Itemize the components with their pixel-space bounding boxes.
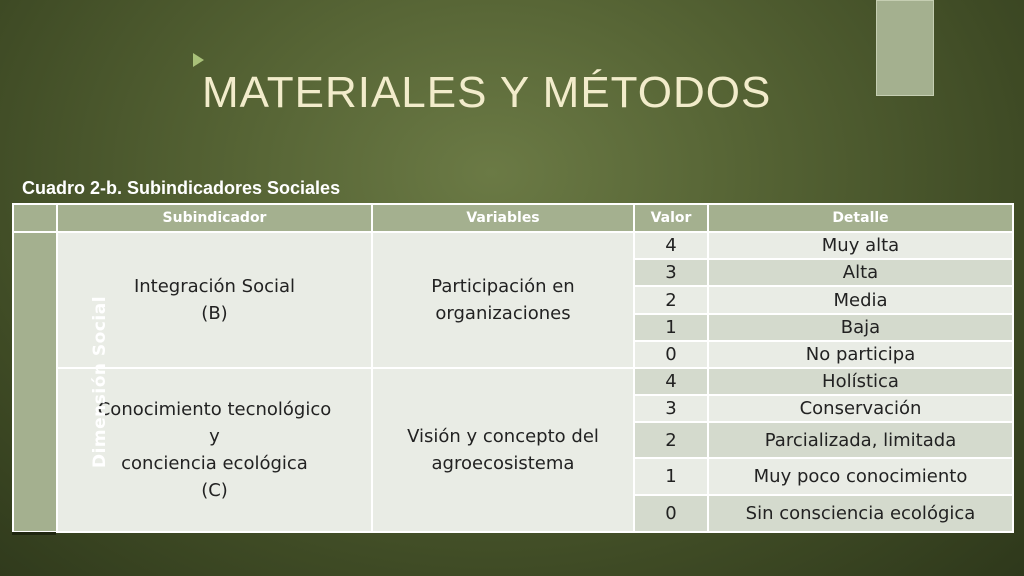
subindicators-table xyxy=(12,203,1014,533)
detail-cell: Baja xyxy=(708,314,1013,341)
value-cell: 4 xyxy=(634,368,708,395)
variable-cell: Visión y concepto del agroecosistema xyxy=(372,368,634,532)
dimension-side-label xyxy=(13,232,111,532)
detail-cell: Sin consciencia ecológica xyxy=(708,495,1013,532)
value-cell: 1 xyxy=(634,458,708,494)
value-cell: 3 xyxy=(634,395,708,422)
detail-cell: Muy alta xyxy=(708,232,1013,259)
header-corner xyxy=(13,204,57,232)
dimension-label: Dimensión Social xyxy=(90,296,111,469)
subindicator-cell: Conocimiento tecnológico y conciencia ecológica (C) xyxy=(57,368,372,532)
detail-cell: Holística xyxy=(708,368,1013,395)
value-cell: 2 xyxy=(634,286,708,313)
table-row xyxy=(13,368,1013,395)
decorative-bar xyxy=(876,0,934,96)
detail-cell: Alta xyxy=(708,259,1013,286)
detail-cell: Muy poco conocimiento xyxy=(708,458,1013,494)
detail-cell: Parcializada, limitada xyxy=(708,422,1013,458)
table-caption: Cuadro 2-b. Subindicadores Sociales xyxy=(22,178,341,198)
value-cell: 1 xyxy=(634,314,708,341)
header-variables: Variables xyxy=(372,204,634,232)
value-cell: 0 xyxy=(634,341,708,368)
detail-cell: No participa xyxy=(708,341,1013,368)
detail-cell: Media xyxy=(708,286,1013,313)
header-valor: Valor xyxy=(634,204,708,232)
header-subindicador: Subindicador xyxy=(57,204,372,232)
table-bottom-accent xyxy=(12,532,56,535)
table-row xyxy=(13,232,1013,259)
value-cell: 4 xyxy=(634,232,708,259)
table-header-row xyxy=(13,204,1013,232)
detail-cell: Conservación xyxy=(708,395,1013,422)
bullet-arrow-icon xyxy=(193,53,204,67)
value-cell: 3 xyxy=(634,259,708,286)
value-cell: 0 xyxy=(634,495,708,532)
value-cell: 2 xyxy=(634,422,708,458)
header-detalle: Detalle xyxy=(708,204,1013,232)
variable-cell: Participación en organizaciones xyxy=(372,232,634,368)
slide-title: MATERIALES Y MÉTODOS xyxy=(202,68,772,117)
subindicator-cell: Integración Social (B) xyxy=(57,232,372,368)
